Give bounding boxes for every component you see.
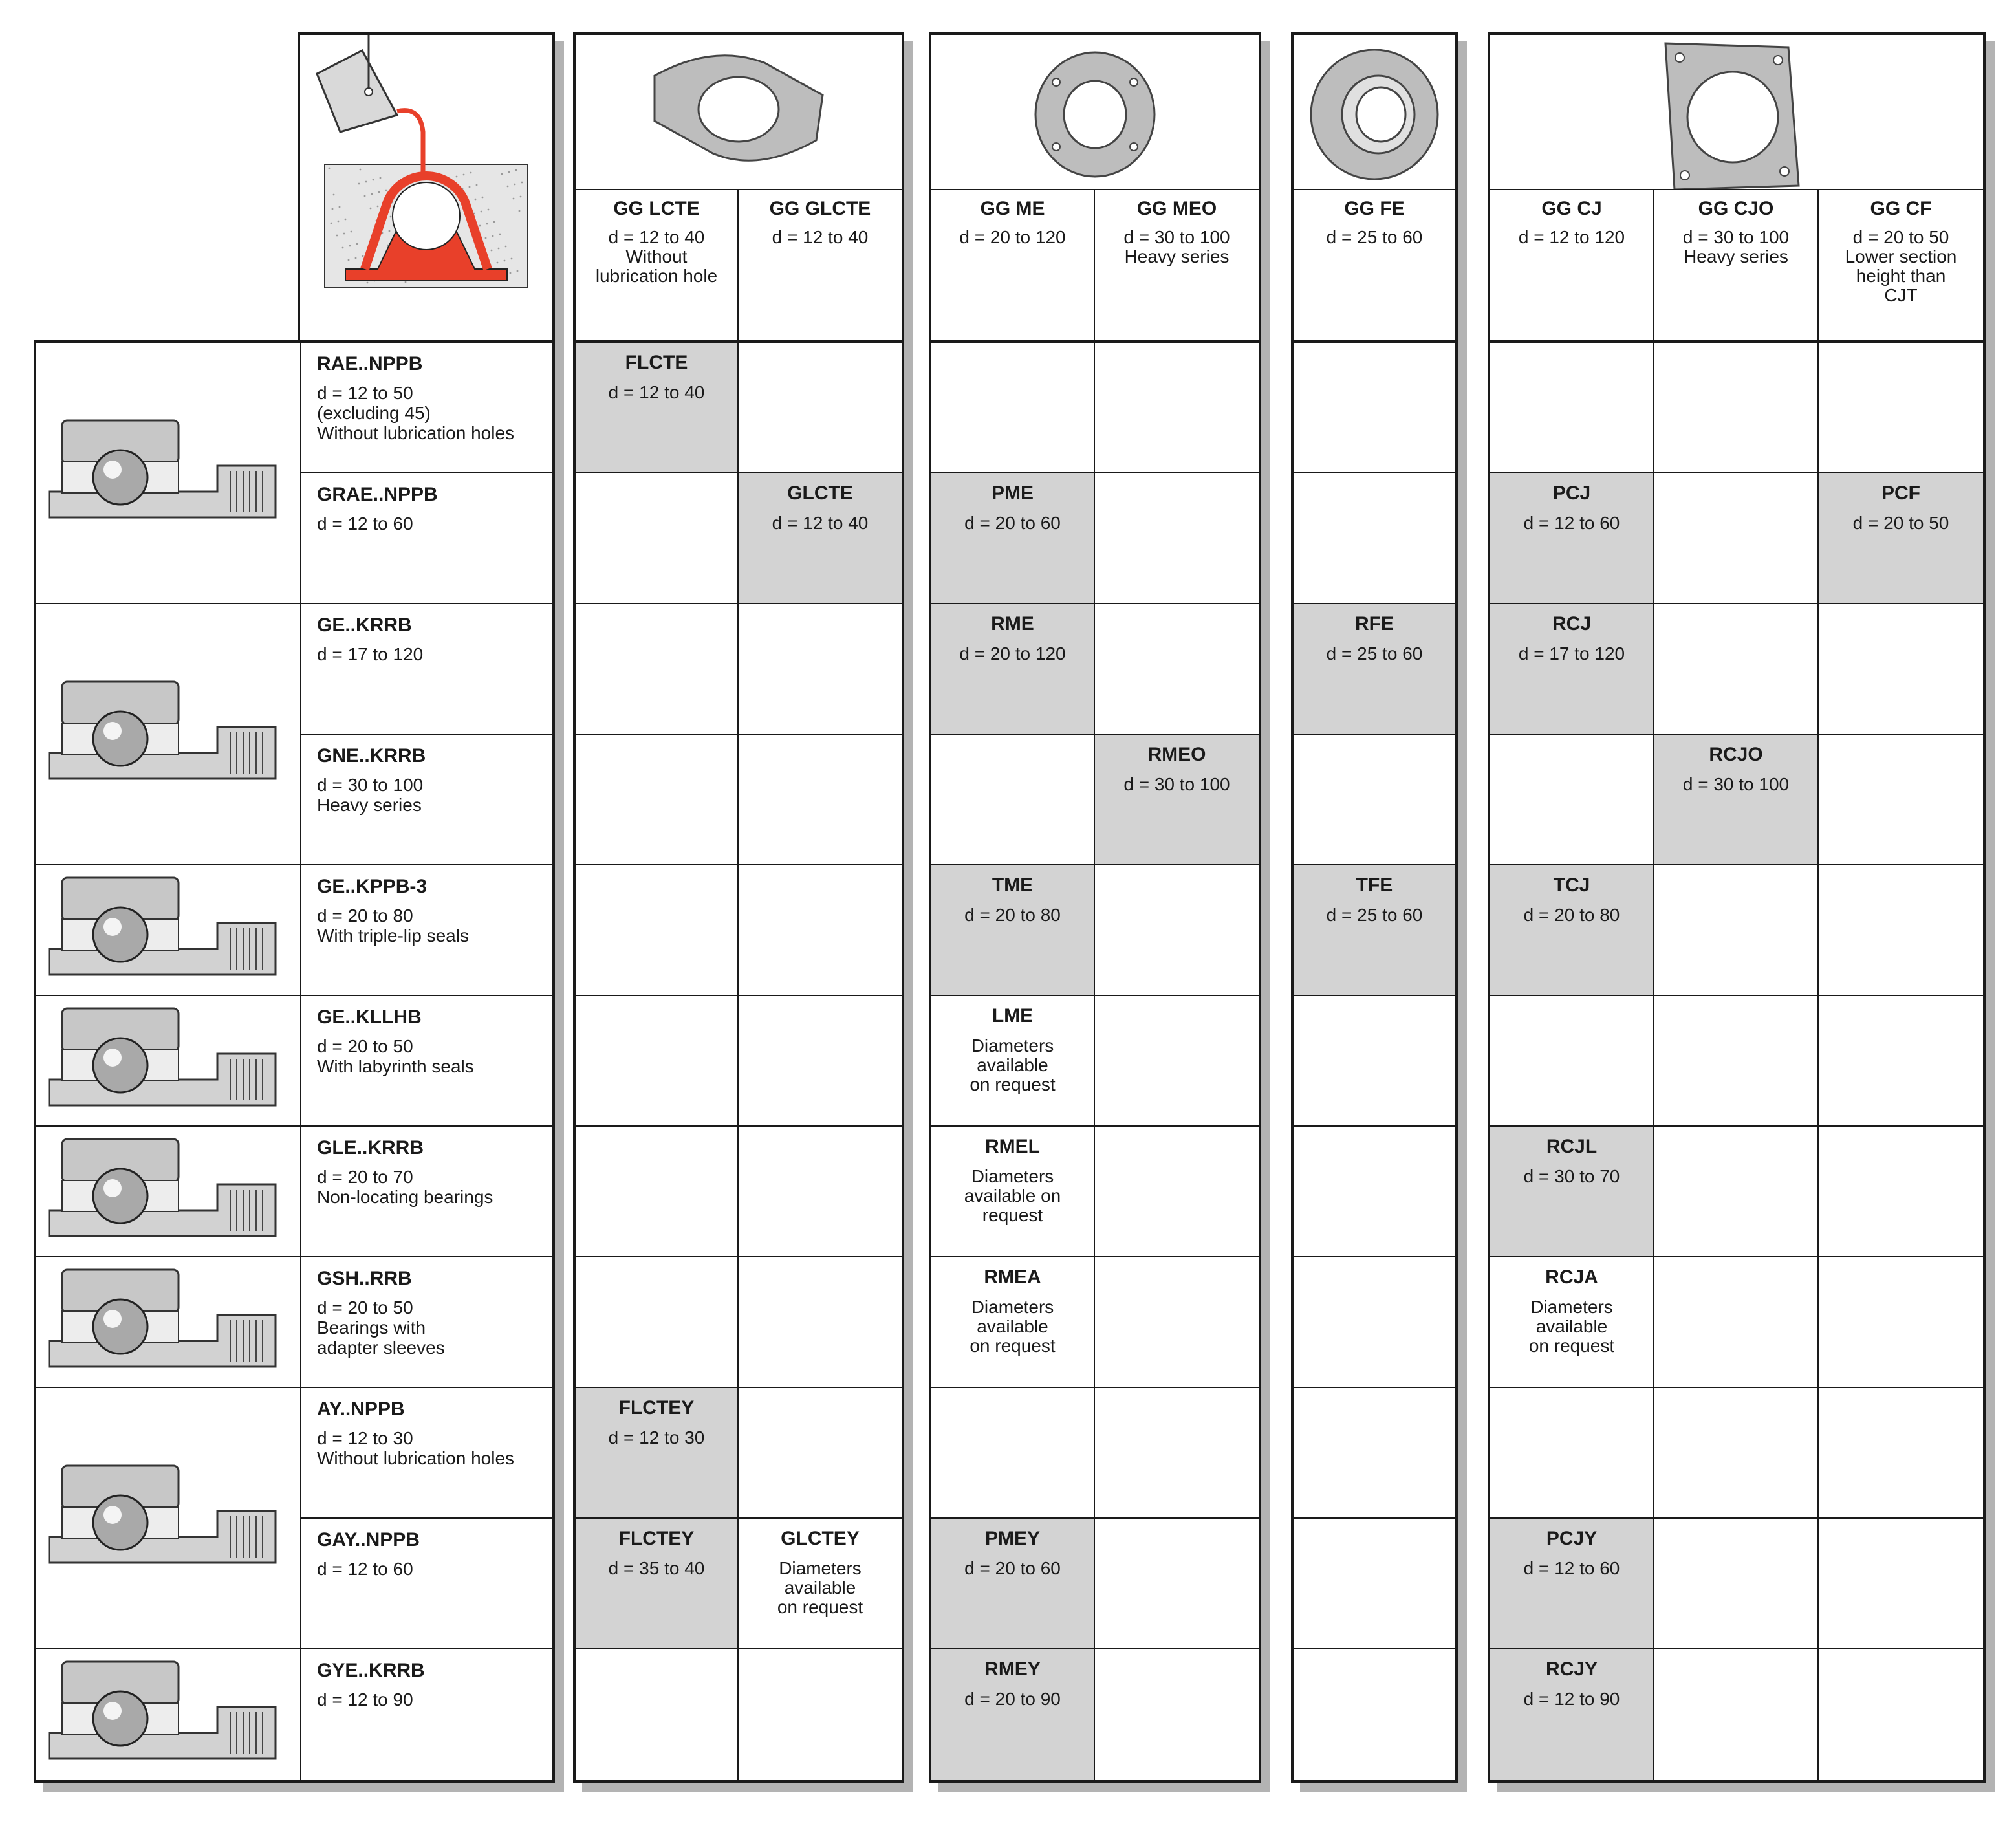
unit-cell <box>1654 343 1819 473</box>
bearing-spec: Without lubrication holes <box>317 423 515 443</box>
housing-spec: height than <box>1856 266 1946 286</box>
housing-spec: Heavy series <box>1684 246 1788 266</box>
housing-spec: d = 20 to 50 <box>1852 227 1949 247</box>
bearing-spec: With labyrinth seals <box>317 1056 474 1076</box>
housing-spec: d = 12 to 120 <box>1518 227 1625 247</box>
unit-spec: d = 12 to 90 <box>1523 1689 1620 1709</box>
unit-name: PCJY <box>1546 1528 1598 1549</box>
housing-header-cell <box>1294 190 1455 347</box>
unit-name: FLCTE <box>625 352 688 373</box>
unit-cell <box>1654 1257 1819 1388</box>
unit-cell <box>1654 473 1819 604</box>
bearing-name: GSH..RRB <box>317 1268 412 1289</box>
housing-unit-cell <box>931 604 1095 735</box>
housing-spec: d = 20 to 120 <box>959 227 1066 247</box>
unit-spec: on request <box>1528 1336 1615 1356</box>
bearing-type-cell <box>301 996 552 1127</box>
housing-header-cell <box>1654 190 1819 347</box>
unit-grid-block-2 <box>1291 340 1458 1783</box>
bearing-drawing-cell <box>36 343 301 604</box>
housing-name: GG ME <box>980 198 1045 219</box>
unit-cell <box>576 1257 739 1388</box>
bearing-type-cell <box>301 1127 552 1257</box>
unit-spec: Diameters <box>971 1036 1054 1056</box>
unit-cell <box>576 473 739 604</box>
bearing-spec: d = 30 to 100 <box>317 775 424 795</box>
insert-bearing-cross-section-icon <box>36 865 295 994</box>
unit-name: RMEO <box>1147 744 1206 765</box>
housing-spec: d = 30 to 100 <box>1682 227 1790 247</box>
bearing-type-cell <box>301 1649 552 1780</box>
insert-bearing-cross-section-icon <box>36 1127 295 1255</box>
housing-unit-cell <box>931 473 1095 604</box>
unit-grid-block-1 <box>929 340 1261 1783</box>
unit-spec: on request <box>970 1074 1056 1094</box>
bearing-name: GRAE..NPPB <box>317 484 438 505</box>
unit-spec: d = 30 to 100 <box>1123 774 1230 794</box>
insert-bearing-cross-section-icon <box>36 604 295 863</box>
housing-unit-cell <box>931 1649 1095 1780</box>
bearing-type-cell <box>301 865 552 996</box>
unit-cell <box>1095 1388 1259 1519</box>
housing-unit-cell <box>1490 1519 1654 1649</box>
unit-name: GLCTEY <box>781 1528 860 1549</box>
bearing-spec: d = 20 to 50 <box>317 1298 413 1318</box>
bearing-drawing-cell <box>36 604 301 865</box>
housing-unit-cell <box>1490 1127 1654 1257</box>
unit-cell <box>739 1257 902 1388</box>
housing-name: GG LCTE <box>613 198 700 219</box>
unit-spec: on request <box>970 1336 1056 1356</box>
housing-header-cell <box>739 190 902 347</box>
housing-unit-cell <box>576 1519 739 1649</box>
bearing-drawing-cell <box>36 865 301 996</box>
bearing-spec: adapter sleeves <box>317 1338 445 1358</box>
unit-cell <box>931 343 1095 473</box>
unit-cell <box>1294 343 1455 473</box>
unit-spec: d = 30 to 70 <box>1523 1166 1620 1186</box>
housing-unit-cell <box>576 343 739 473</box>
unit-cell <box>1654 996 1819 1127</box>
bearing-name: RAE..NPPB <box>317 353 423 375</box>
unit-cell <box>1819 1519 1983 1649</box>
unit-cell <box>1095 343 1259 473</box>
unit-cell <box>1294 996 1455 1127</box>
housing-spec: Without <box>625 246 688 266</box>
housing-unit-cell <box>1490 1257 1654 1388</box>
unit-cell <box>576 1649 739 1780</box>
unit-spec: available <box>784 1578 856 1598</box>
unit-spec: d = 12 to 40 <box>608 382 705 402</box>
unit-name: TFE <box>1356 875 1393 896</box>
unit-spec: d = 17 to 120 <box>1518 644 1625 664</box>
unit-name: RCJY <box>1545 1658 1598 1680</box>
housing-spec: d = 30 to 100 <box>1123 227 1230 247</box>
unit-name: PCJ <box>1552 483 1591 504</box>
unit-name: RMEA <box>984 1266 1041 1288</box>
unit-spec: d = 12 to 30 <box>608 1428 705 1448</box>
bearing-name: GE..KPPB-3 <box>317 876 428 897</box>
housing-unit-cell <box>1819 473 1983 604</box>
bearing-spec: d = 20 to 80 <box>317 906 413 926</box>
bearing-drawing-cell <box>36 1388 301 1649</box>
bearing-spec: d = 20 to 50 <box>317 1036 413 1056</box>
unit-name: TME <box>992 875 1034 896</box>
unit-cell <box>1819 1257 1983 1388</box>
housing-name: GG CJO <box>1698 198 1774 219</box>
unit-cell <box>739 1388 902 1519</box>
unit-name: FLCTEY <box>618 1397 695 1418</box>
housing-header-cell <box>576 190 739 347</box>
unit-name: RCJO <box>1709 744 1763 765</box>
housing-header-block-3 <box>1488 32 1986 349</box>
unit-grid-block-0 <box>573 340 904 1783</box>
unit-cell <box>739 343 902 473</box>
unit-spec: d = 25 to 60 <box>1326 905 1423 925</box>
bearing-spec: d = 12 to 90 <box>317 1690 413 1710</box>
unit-spec: d = 12 to 60 <box>1523 513 1620 533</box>
unit-cell <box>1490 343 1654 473</box>
bearing-type-cell <box>301 1519 552 1649</box>
unit-spec: available on <box>964 1186 1061 1206</box>
housing-header-block-2 <box>1291 32 1458 349</box>
housing-unit-cell <box>1294 865 1455 996</box>
insert-bearing-cross-section-icon <box>36 343 295 602</box>
unit-name: PMEY <box>984 1528 1041 1549</box>
bearing-name: GYE..KRRB <box>317 1660 425 1681</box>
unit-cell <box>739 996 902 1127</box>
housing-unit-cell <box>576 1388 739 1519</box>
unit-cell <box>576 1127 739 1257</box>
casting-illustration-block <box>298 32 555 349</box>
bearing-spec: d = 20 to 70 <box>317 1167 413 1187</box>
unit-cell <box>1819 1127 1983 1257</box>
bearing-type-cell <box>301 473 552 604</box>
unit-cell <box>576 996 739 1127</box>
bearing-name: AY..NPPB <box>317 1398 405 1420</box>
unit-cell <box>1654 604 1819 735</box>
unit-cell <box>1294 1127 1455 1257</box>
unit-cell <box>1819 343 1983 473</box>
unit-spec: d = 20 to 80 <box>964 905 1061 925</box>
housing-header-cell <box>1490 190 1654 347</box>
unit-spec: Diameters <box>779 1558 862 1578</box>
housing-unit-cell <box>1490 473 1654 604</box>
bearing-spec: With triple-lip seals <box>317 926 469 946</box>
bearing-drawing-cell <box>36 1127 301 1257</box>
round-flange-housing-icon <box>931 35 1259 189</box>
housing-spec: lubrication hole <box>595 266 718 286</box>
bearing-spec: d = 17 to 120 <box>317 644 424 664</box>
bearing-name: GE..KLLHB <box>317 1006 422 1028</box>
square-four-bolt-flange-icon <box>1490 35 1983 189</box>
housing-unit-cell <box>1490 604 1654 735</box>
unit-name: PCF <box>1881 483 1920 504</box>
unit-cell <box>1095 1127 1259 1257</box>
bearing-spec: Heavy series <box>317 795 422 815</box>
bearing-list-block <box>34 340 555 1783</box>
housing-spec: d = 12 to 40 <box>608 227 705 247</box>
pouring-ladle-casting-icon <box>300 35 552 347</box>
two-bolt-flange-housing-icon <box>576 35 902 189</box>
unit-spec: request <box>982 1205 1043 1225</box>
unit-name: RME <box>991 613 1034 635</box>
bearing-name: GAY..NPPB <box>317 1529 420 1550</box>
unit-cell <box>1095 604 1259 735</box>
housing-header-block-1 <box>929 32 1261 349</box>
unit-cell <box>1654 1388 1819 1519</box>
unit-cell <box>1654 1519 1819 1649</box>
unit-cell <box>1294 1388 1455 1519</box>
housing-name: GG FE <box>1344 198 1405 219</box>
insert-bearing-cross-section-icon <box>36 1257 295 1386</box>
bearing-spec: Bearings with <box>317 1318 426 1338</box>
unit-name: RCJL <box>1546 1136 1598 1157</box>
unit-name: RCJA <box>1545 1266 1598 1288</box>
housing-unit-cell <box>1490 1649 1654 1780</box>
unit-cell <box>931 1388 1095 1519</box>
unit-cell <box>1294 1257 1455 1388</box>
unit-name: RMEL <box>985 1136 1040 1157</box>
housing-spec: d = 12 to 40 <box>772 227 869 247</box>
unit-cell <box>1819 604 1983 735</box>
housing-unit-cell <box>1095 735 1259 865</box>
housing-header-cell <box>1819 190 1983 347</box>
bearing-spec: Without lubrication holes <box>317 1448 515 1468</box>
housing-name: GG CF <box>1870 198 1932 219</box>
housing-spec: d = 25 to 60 <box>1326 227 1423 247</box>
housing-header-cell <box>931 190 1095 347</box>
bearing-type-cell <box>301 604 552 735</box>
unit-cell <box>1490 996 1654 1127</box>
unit-spec: available <box>977 1316 1048 1336</box>
unit-name: PME <box>991 483 1034 504</box>
unit-name: FLCTEY <box>618 1528 695 1549</box>
insert-bearing-cross-section-icon <box>36 1388 295 1647</box>
unit-spec: d = 20 to 60 <box>964 1558 1061 1578</box>
bearing-type-cell <box>301 1388 552 1519</box>
bearing-spec: Non-locating bearings <box>317 1187 493 1207</box>
housing-unit-cell <box>931 1257 1095 1388</box>
unit-spec: d = 12 to 40 <box>772 513 869 533</box>
unit-cell <box>1654 1649 1819 1780</box>
bearing-spec: d = 12 to 30 <box>317 1428 413 1448</box>
unit-cell <box>1654 865 1819 996</box>
unit-cell <box>1490 735 1654 865</box>
unit-cell <box>1819 735 1983 865</box>
bearing-drawing-cell <box>36 1649 301 1780</box>
housing-name: GG GLCTE <box>769 198 871 219</box>
housing-unit-cell <box>1654 735 1819 865</box>
unit-cell <box>576 865 739 996</box>
unit-cell <box>1095 1257 1259 1388</box>
unit-spec: d = 20 to 80 <box>1523 905 1620 925</box>
unit-cell <box>739 735 902 865</box>
unit-cell <box>1095 996 1259 1127</box>
unit-cell <box>739 1649 902 1780</box>
unit-spec: Diameters <box>971 1297 1054 1317</box>
bearing-type-cell <box>301 1257 552 1388</box>
housing-name: GG MEO <box>1136 198 1217 219</box>
unit-cell <box>1819 865 1983 996</box>
unit-cell <box>1095 865 1259 996</box>
bearing-name: GE..KRRB <box>317 614 412 636</box>
bearing-name: GLE..KRRB <box>317 1137 424 1158</box>
unit-spec: d = 20 to 120 <box>959 644 1066 664</box>
unit-name: LME <box>992 1005 1034 1027</box>
unit-cell <box>576 604 739 735</box>
unit-name: RMEY <box>984 1658 1041 1680</box>
unit-spec: d = 12 to 60 <box>1523 1558 1620 1578</box>
unit-cell <box>739 604 902 735</box>
unit-cell <box>1654 1127 1819 1257</box>
bearing-type-cell <box>301 343 552 473</box>
bearing-type-cell <box>301 735 552 865</box>
unit-spec: Diameters <box>1530 1297 1613 1317</box>
housing-unit-cell <box>739 1519 902 1649</box>
bearing-name: GNE..KRRB <box>317 745 426 766</box>
unit-cell <box>931 735 1095 865</box>
unit-cell <box>1095 473 1259 604</box>
unit-cell <box>1490 1388 1654 1519</box>
housing-unit-cell <box>1294 604 1455 735</box>
housing-unit-cell <box>931 1127 1095 1257</box>
bearing-spec: d = 12 to 50 <box>317 383 413 403</box>
unit-spec: d = 30 to 100 <box>1682 774 1790 794</box>
housing-unit-cell <box>1490 865 1654 996</box>
housing-header-cell <box>1095 190 1259 347</box>
unit-spec: d = 20 to 50 <box>1852 513 1949 533</box>
housing-unit-cell <box>931 996 1095 1127</box>
unit-cell <box>1095 1649 1259 1780</box>
housing-name: GG CJ <box>1541 198 1602 219</box>
unit-cell <box>576 735 739 865</box>
unit-spec: d = 20 to 60 <box>964 513 1061 533</box>
bearing-drawing-cell <box>36 1257 301 1388</box>
housing-spec: Lower section <box>1845 246 1957 266</box>
insert-bearing-cross-section-icon <box>36 1649 295 1777</box>
insert-bearing-cross-section-icon <box>36 996 295 1124</box>
unit-cell <box>1819 1388 1983 1519</box>
bearing-spec: d = 12 to 60 <box>317 1559 413 1579</box>
unit-cell <box>1294 735 1455 865</box>
unit-name: TCJ <box>1553 875 1590 896</box>
unit-spec: available <box>1535 1316 1608 1336</box>
unit-cell <box>1819 996 1983 1127</box>
housing-spec: CJT <box>1884 285 1918 305</box>
housing-unit-cell <box>931 865 1095 996</box>
bearing-spec: d = 12 to 60 <box>317 514 413 534</box>
round-flange-with-spigot-icon <box>1294 35 1455 189</box>
unit-cell <box>1294 1519 1455 1649</box>
housing-unit-cell <box>739 473 902 604</box>
unit-spec: available <box>977 1055 1048 1075</box>
unit-grid-block-3 <box>1488 340 1986 1783</box>
housing-spec: Heavy series <box>1124 246 1230 266</box>
unit-spec: d = 20 to 90 <box>964 1689 1061 1709</box>
unit-spec: on request <box>777 1597 863 1617</box>
unit-spec: Diameters <box>971 1166 1054 1186</box>
unit-cell <box>739 865 902 996</box>
unit-spec: d = 35 to 40 <box>608 1558 705 1578</box>
unit-name: RFE <box>1355 613 1394 635</box>
unit-spec: d = 25 to 60 <box>1326 644 1423 664</box>
housing-unit-cell <box>931 1519 1095 1649</box>
unit-name: RCJ <box>1552 613 1591 635</box>
unit-cell <box>1294 473 1455 604</box>
housing-header-block-0 <box>573 32 904 349</box>
unit-cell <box>1294 1649 1455 1780</box>
unit-name: GLCTE <box>787 483 853 504</box>
bearing-drawing-cell <box>36 996 301 1127</box>
bearing-spec: (excluding 45) <box>317 403 431 423</box>
unit-cell <box>1819 1649 1983 1780</box>
unit-cell <box>739 1127 902 1257</box>
unit-cell <box>1095 1519 1259 1649</box>
